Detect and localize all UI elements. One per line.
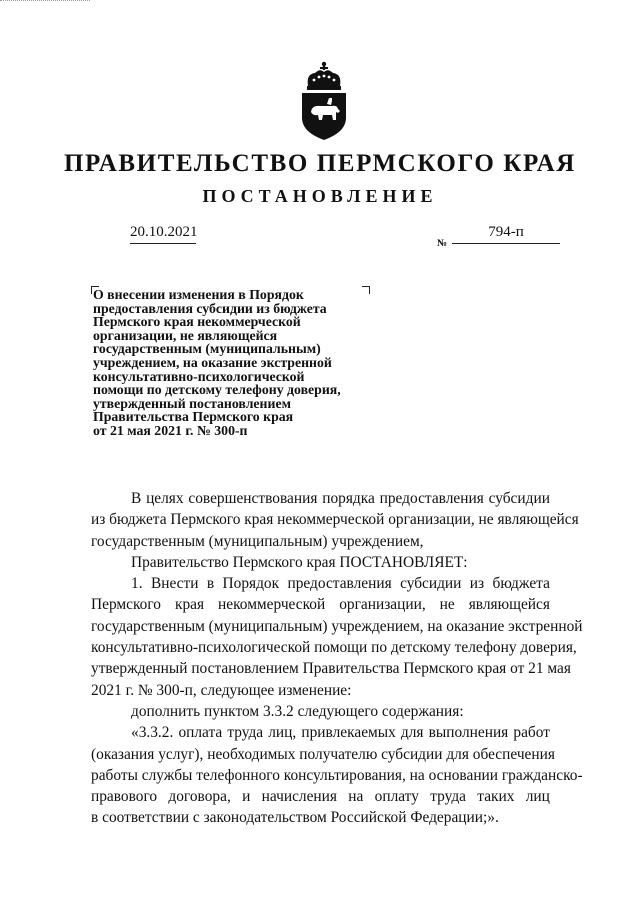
body-line: утвержденный постановлением Правительства Пермского края от 21 мая — [91, 660, 571, 678]
document-type: ПОСТАНОВЛЕНИЕ — [202, 186, 438, 206]
body-line: в соответствии с законодательством Российской Федерации;». — [91, 809, 499, 827]
body-line — [91, 786, 550, 807]
body-word: субсидии — [488, 490, 550, 507]
subject-line: учреждением, на оказание экстренной — [93, 354, 332, 370]
perm-krai-coat-of-arms-icon — [296, 60, 352, 142]
body-line — [91, 594, 550, 615]
body-word: труда — [227, 724, 264, 742]
document-subject — [93, 288, 373, 438]
body-word: Пермского — [91, 596, 161, 614]
body-word: края — [174, 596, 205, 614]
body-word: оплату — [374, 788, 419, 806]
scan-edge-line — [0, 0, 90, 1]
body-line: Правительство Пермского края ПОСТАНОВЛЯЕТ: — [131, 553, 468, 571]
subject-line: от 21 мая 2021 г. № 300-п — [93, 422, 248, 438]
subject-line: помощи по детскому телефону доверия, — [93, 382, 341, 398]
body-word: В — [131, 490, 142, 507]
subject-line: Пермского края некоммерческой — [93, 314, 301, 330]
body-line — [91, 573, 550, 594]
body-word: начисления — [261, 788, 337, 806]
body-line: работы службы телефонного консультирования, на основании гражданско- — [91, 766, 583, 784]
government-title: ПРАВИТЕЛЬСТВО ПЕРМСКОГО КРАЯ — [64, 150, 576, 177]
body-line: государственным (муниципальным) учреждением, на оказание экстренной — [91, 617, 583, 635]
body-word: на — [348, 788, 364, 806]
body-word: целях — [146, 490, 184, 507]
body-line — [91, 722, 550, 743]
body-word: бюджета — [492, 575, 550, 593]
body-word: предоставления — [287, 575, 392, 593]
body-word: и — [242, 788, 251, 806]
body-word: «3.3.2. — [131, 724, 174, 742]
body-word: не — [439, 596, 455, 614]
body-word: для — [400, 724, 424, 742]
body-word: привлекаемых — [301, 724, 396, 742]
body-line: из бюджета Пермского края некоммерческой организации, не являющейся — [91, 511, 579, 529]
document-number: 794-п — [452, 224, 560, 244]
body-word: 1. — [131, 575, 143, 593]
body-line: 2021 г. № 300-п, следующее изменение: — [91, 681, 352, 699]
body-line: государственным (муниципальным) учреждением, — [91, 532, 424, 550]
body-line: дополнить пунктом 3.3.2 следующего содержания: — [131, 702, 464, 720]
body-word: труда — [430, 788, 466, 806]
body-word: организации, — [339, 596, 426, 614]
body-word: оплата — [178, 724, 223, 742]
number-sign: № — [437, 238, 448, 249]
subject-line: организации, не являющейся — [93, 327, 278, 343]
body-line — [91, 488, 550, 509]
body-word: Порядок — [222, 575, 280, 593]
subject-line: утвержденный постановлением — [93, 395, 291, 411]
body-word: лиц — [525, 788, 550, 806]
document-body — [91, 488, 583, 829]
body-word: договора, — [168, 788, 231, 806]
body-word: предоставления — [379, 490, 484, 507]
subject-line: консультативно-психологической — [93, 368, 305, 384]
body-word: Внести — [150, 575, 199, 593]
document-date: 20.10.2021 — [130, 224, 196, 244]
subject-line: Правительства Пермского края — [93, 409, 294, 425]
body-word: некоммерческой — [218, 596, 326, 614]
subject-line: государственным (муниципальным) — [93, 341, 321, 357]
body-word: выполнения — [428, 724, 509, 742]
subject-line: О внесении изменения в Порядок — [93, 287, 304, 302]
body-line: (оказания услуг), необходимых получателю субсидии для обеспечения — [91, 745, 555, 763]
body-word: таких — [477, 788, 515, 806]
body-word: из — [469, 575, 485, 593]
body-word: являющейся — [468, 596, 550, 614]
body-word: совершенствования — [188, 490, 318, 507]
body-word: порядка — [322, 490, 375, 507]
body-word: работ — [513, 724, 550, 742]
body-word: правового — [91, 788, 158, 806]
body-word: в — [206, 575, 215, 593]
body-word: субсидии — [400, 575, 462, 593]
body-word: лиц, — [268, 724, 297, 742]
subject-line: предоставления субсидии из бюджета — [93, 300, 327, 316]
body-line: консультативно-психологической помощи по детскому телефону доверия, — [91, 639, 577, 657]
